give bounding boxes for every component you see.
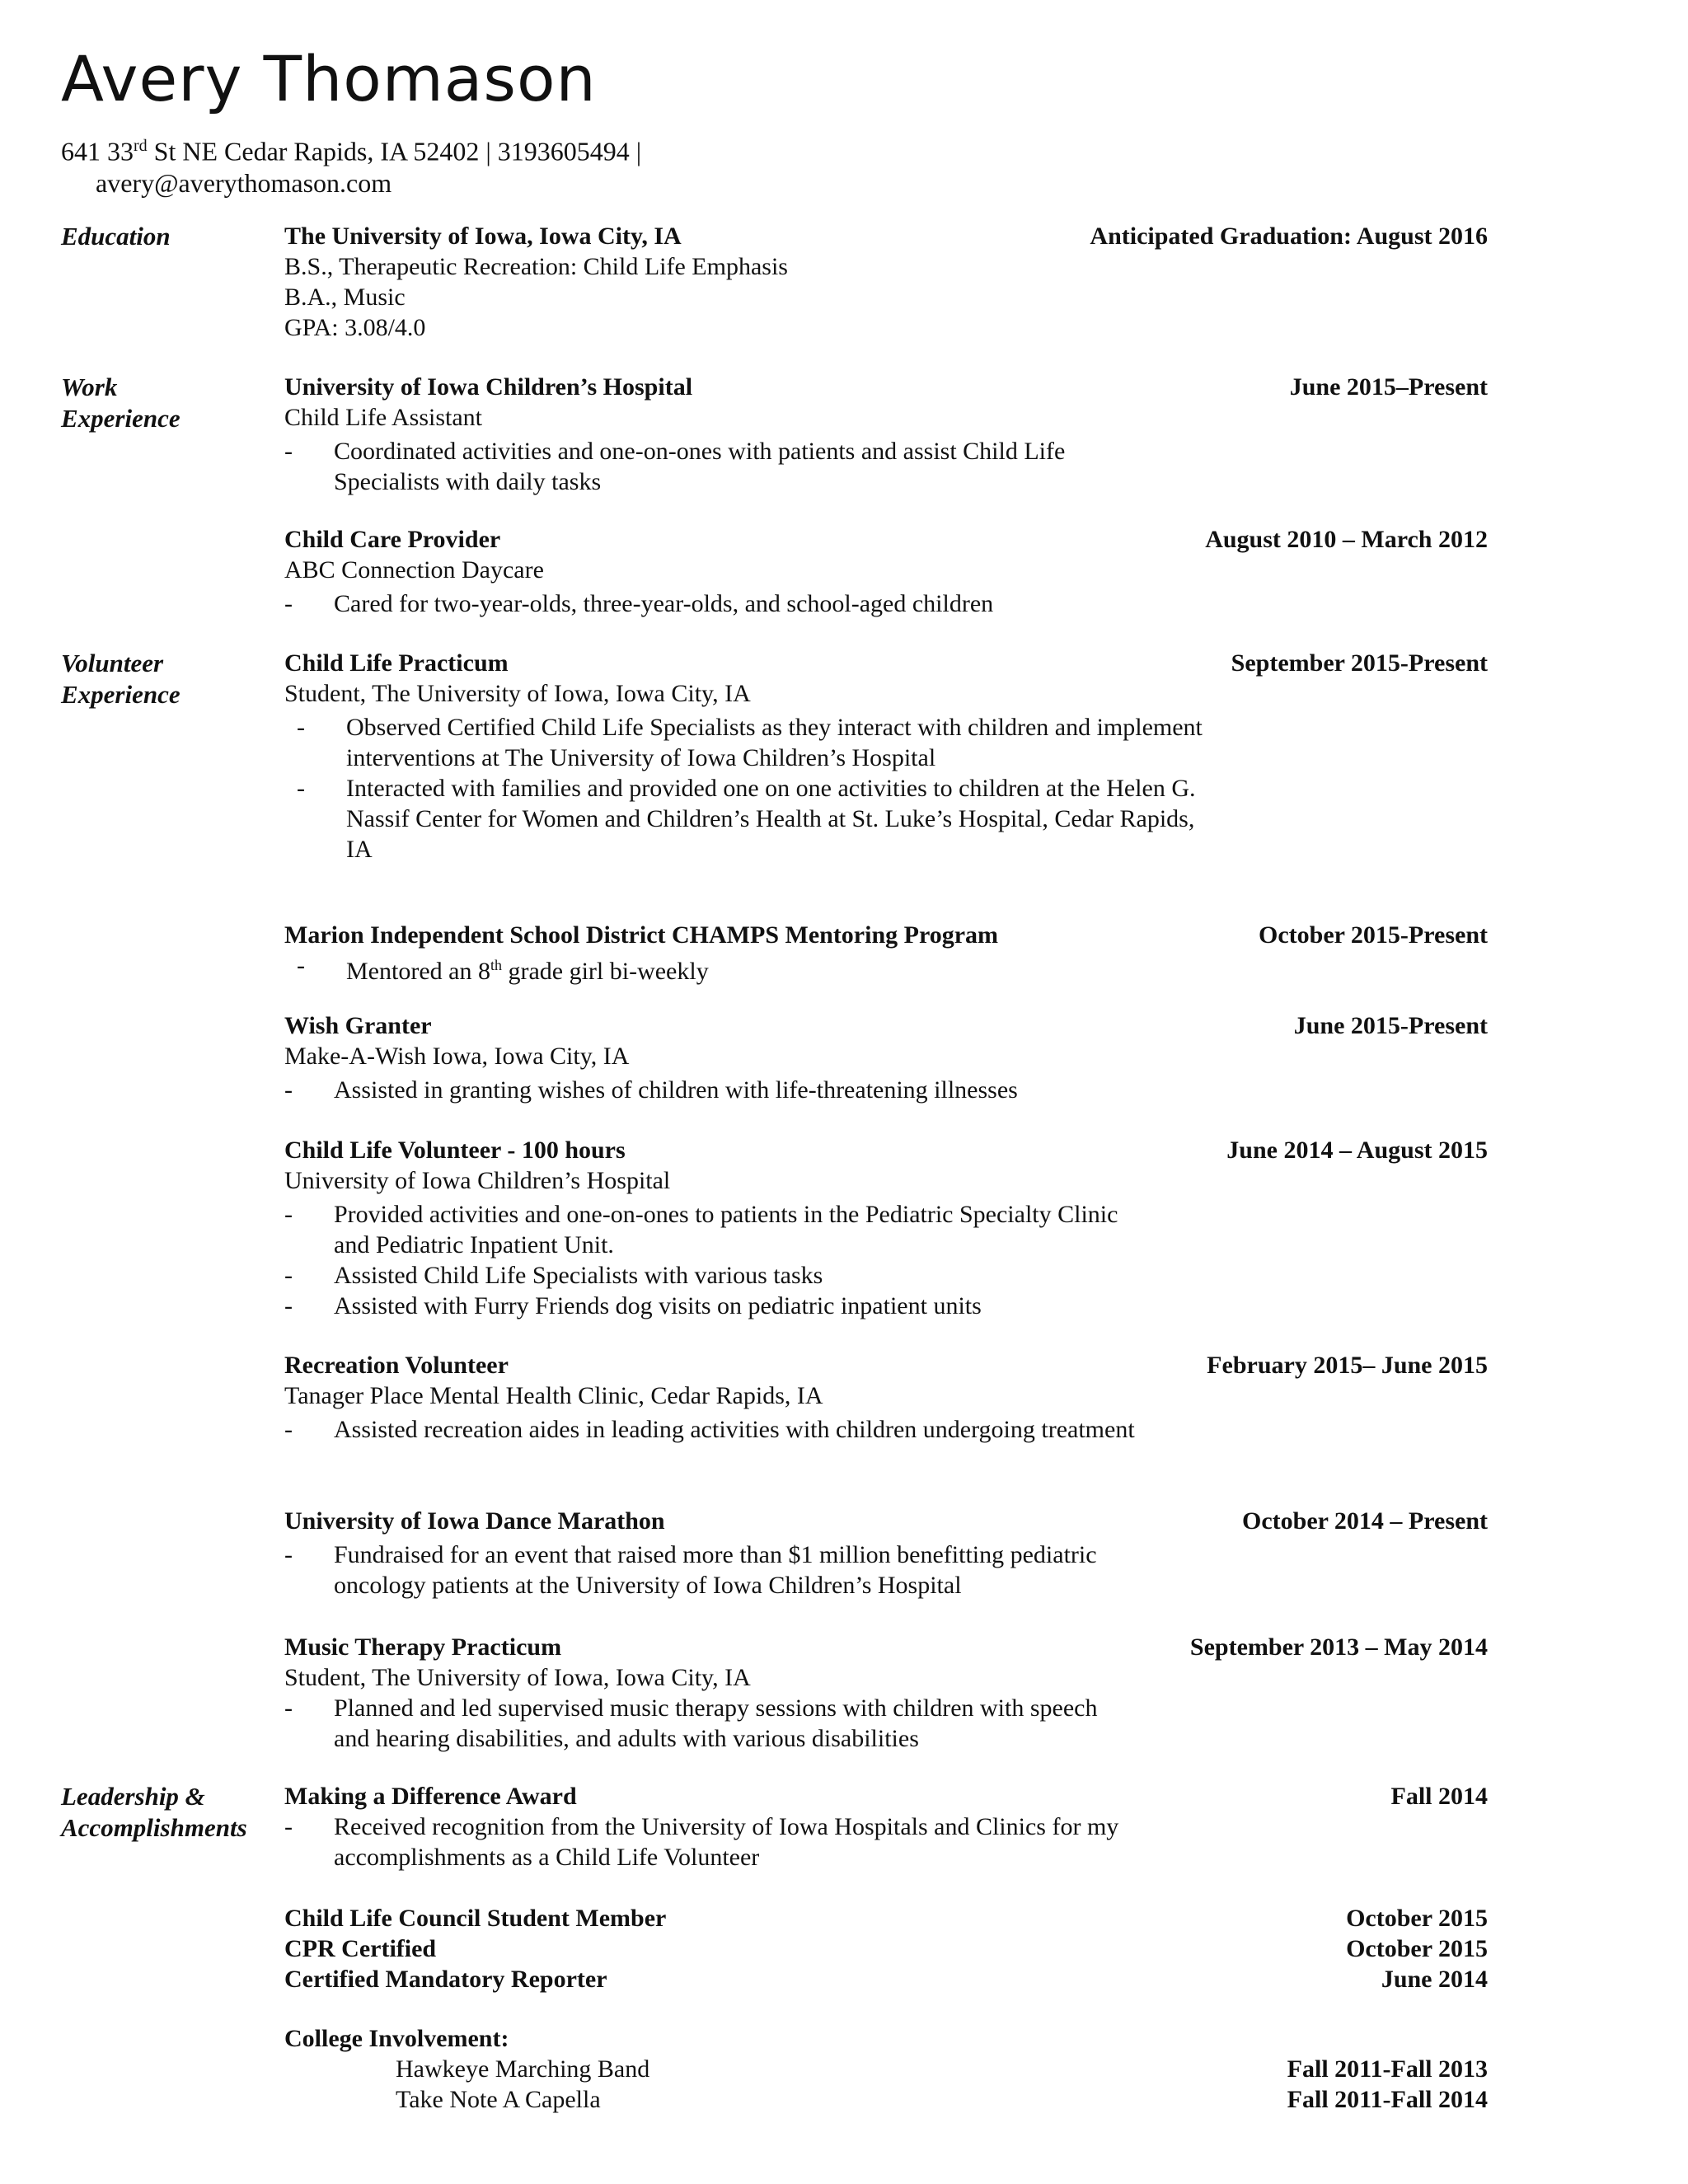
bullet-item: - Provided activities and one-on-ones to patients in the Pediatric Specialty Clinic and Pediatric Inpatient Unit. xyxy=(284,1199,1158,1260)
bullet-item: - Fundraised for an event that raised more than $1 million benefitting pediatric oncology patients at the University of Iowa Children’s Hospital xyxy=(284,1540,1142,1601)
entry-title: University of Iowa Children’s Hospital xyxy=(284,373,693,401)
bullet-list xyxy=(284,1811,1488,1872)
entry-subtitle: Child Life Assistant xyxy=(284,404,482,431)
entry-title: Child Care Provider xyxy=(284,526,501,553)
bullet-list xyxy=(284,1414,1488,1445)
entry-title: Music Therapy Practicum xyxy=(284,1633,562,1661)
involvement-row: Hawkeye Marching Band Fall 2011-Fall 2013 xyxy=(396,2055,1488,2083)
college-involvement xyxy=(284,2023,1488,2115)
bullet-item: - Mentored an 8th grade girl bi-weekly xyxy=(284,950,1170,987)
certification-row: Child Life Council Student Member October 2015 xyxy=(284,1905,1488,1932)
resume-name: Avery Thomason xyxy=(61,42,597,115)
bullet-item: - Observed Certified Child Life Specialists as they interact with children and implement interventions at The University of Iowa Children’s Hospital xyxy=(284,712,1212,773)
involvement-row: Take Note A Capella Fall 2011-Fall 2014 xyxy=(396,2086,1488,2113)
bullet-item: - Coordinated activities and one-on-ones with patients and assist Child Life Specialists with daily tasks xyxy=(284,436,1158,497)
entry-date: June 2015-Present xyxy=(1293,1012,1488,1039)
certification-row: CPR Certified October 2015 xyxy=(284,1935,1488,1962)
entry-subtitle: Tanager Place Mental Health Clinic, Cedar Rapids, IA xyxy=(284,1382,823,1409)
award-entry xyxy=(284,1781,1488,1872)
school-name: The University of Iowa, Iowa City, IA xyxy=(284,223,682,250)
volunteer-entry xyxy=(284,1506,1488,1601)
entry-subtitle: ABC Connection Daycare xyxy=(284,556,544,583)
bullet-list xyxy=(284,712,1488,865)
bullet-item: - Planned and led supervised music therapy sessions with children with speech and hearing disabilities, and adults with various disabilities xyxy=(284,1693,1125,1754)
section-label-leadership: Leadership & Accomplishments xyxy=(61,1782,247,1842)
bullet-item: - Cared for two-year-olds, three-year-olds, and school-aged children xyxy=(284,588,1158,619)
gpa-line: GPA: 3.08/4.0 xyxy=(284,314,426,341)
entry-date: Fall 2014 xyxy=(1390,1783,1488,1810)
entry-date: August 2010 – March 2012 xyxy=(1205,526,1488,553)
entry-date: October 2014 – Present xyxy=(1242,1507,1488,1535)
certifications-list xyxy=(284,1903,1488,1994)
volunteer-entry xyxy=(284,648,1488,865)
volunteer-entry xyxy=(284,1010,1488,1105)
education-entry xyxy=(284,221,1488,343)
entry-title: University of Iowa Dance Marathon xyxy=(284,1507,665,1535)
bullet-list xyxy=(284,436,1488,497)
address-suffix: rd xyxy=(134,137,148,155)
volunteer-entry xyxy=(284,920,1488,987)
bullet-item: - Assisted in granting wishes of children with life-threatening illnesses xyxy=(284,1075,1158,1105)
entry-date: October 2015-Present xyxy=(1259,921,1488,949)
graduation-date: Anticipated Graduation: August 2016 xyxy=(1090,223,1488,250)
address-number: 641 33 xyxy=(61,136,134,166)
degree-line: B.S., Therapeutic Recreation: Child Life Emphasis xyxy=(284,253,788,280)
entry-title: Child Life Volunteer - 100 hours xyxy=(284,1137,626,1164)
email-link[interactable]: avery@averythomason.com xyxy=(96,167,392,198)
work-entry xyxy=(284,372,1488,497)
volunteer-entry xyxy=(284,1632,1488,1754)
entry-subtitle: Student, The University of Iowa, Iowa City, IA xyxy=(284,680,751,707)
section-label-volunteer: Volunteer Experience xyxy=(61,649,181,709)
section-label-work: Work Experience xyxy=(61,373,181,433)
entry-title: Recreation Volunteer xyxy=(284,1352,509,1379)
degree-line: B.A., Music xyxy=(284,284,406,311)
involvement-title: College Involvement: xyxy=(284,2025,509,2052)
entry-date: September 2013 – May 2014 xyxy=(1189,1633,1488,1661)
section-label-education: Education xyxy=(61,222,171,251)
bullet-item: - Interacted with families and provided one on one activities to children at the Helen G. Nassif Center for Women and Children’s Health at St. Luke’s Hospital, Cedar Rapids, IA xyxy=(284,773,1212,865)
entry-subtitle: Student, The University of Iowa, Iowa City, IA xyxy=(284,1664,751,1691)
entry-subtitle: Make-A-Wish Iowa, Iowa City, IA xyxy=(284,1043,630,1070)
bullet-item: - Assisted with Furry Friends dog visits on pediatric inpatient units xyxy=(284,1291,1158,1321)
bullet-list xyxy=(284,1075,1488,1105)
bullet-item: - Received recognition from the University of Iowa Hospitals and Clinics for my accomplishments as a Child Life Volunteer xyxy=(284,1811,1158,1872)
entry-date: June 2014 – August 2015 xyxy=(1226,1137,1488,1164)
bullet-list xyxy=(284,1693,1488,1754)
bullet-item: - Assisted Child Life Specialists with various tasks xyxy=(284,1260,1158,1291)
address-rest: St NE Cedar Rapids, IA 52402 | 3193605494 | xyxy=(147,136,642,166)
work-entry xyxy=(284,524,1488,619)
bullet-list xyxy=(284,1199,1488,1321)
contact-info xyxy=(61,130,885,199)
volunteer-entry xyxy=(284,1135,1488,1321)
entry-title: Making a Difference Award xyxy=(284,1783,577,1810)
bullet-list xyxy=(284,1540,1488,1601)
entry-title: Marion Independent School District CHAMPS Mentoring Program xyxy=(284,921,999,949)
certification-row: Certified Mandatory Reporter June 2014 xyxy=(284,1966,1488,1993)
entry-subtitle: University of Iowa Children’s Hospital xyxy=(284,1167,671,1194)
volunteer-entry xyxy=(284,1350,1488,1445)
entry-date: February 2015– June 2015 xyxy=(1207,1352,1488,1379)
entry-date: September 2015-Present xyxy=(1231,649,1488,677)
entry-title: Child Life Practicum xyxy=(284,649,509,677)
bullet-item: - Assisted recreation aides in leading activities with children undergoing treatment xyxy=(284,1414,1158,1445)
entry-date: June 2015–Present xyxy=(1289,373,1488,401)
bullet-list xyxy=(284,950,1488,987)
bullet-list xyxy=(284,588,1488,619)
entry-title: Wish Granter xyxy=(284,1012,432,1039)
